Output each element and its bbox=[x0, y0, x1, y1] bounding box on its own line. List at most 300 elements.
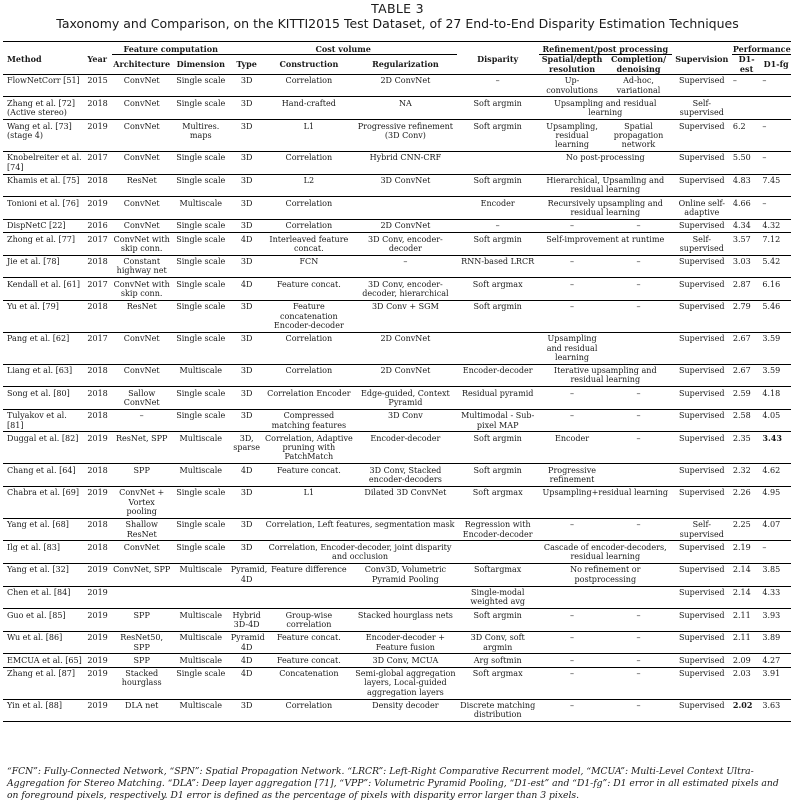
d1-est-cell: 2.09 bbox=[732, 654, 762, 667]
header-dimension: Dimension bbox=[172, 55, 230, 75]
completion-denoising-cell: Spatial propagation network bbox=[605, 120, 671, 152]
architecture-cell: SPP bbox=[112, 464, 172, 487]
d1-fg-cell: 3.89 bbox=[761, 631, 791, 654]
architecture-cell: ConvNet with skip conn. bbox=[112, 233, 172, 256]
header-regularization: Regularization bbox=[354, 55, 456, 75]
year-cell: 2019 bbox=[86, 563, 111, 586]
regularization-cell: Stacked hourglass nets bbox=[354, 609, 456, 632]
regularization-cell: 3D Conv, encoder-decoder bbox=[354, 233, 456, 256]
refinement-cell: Recursively upsampling and residual learning bbox=[539, 197, 672, 220]
d1-fg-cell: 3.43 bbox=[761, 432, 791, 464]
supervision-cell: Supervised bbox=[672, 486, 732, 518]
type-cell bbox=[230, 586, 264, 609]
d1-est-cell: 5.50 bbox=[732, 151, 762, 174]
architecture-cell: ConvNet bbox=[112, 74, 172, 97]
table-row bbox=[3, 409, 791, 432]
supervision-cell: Supervised bbox=[672, 120, 732, 152]
supervision-cell: Supervised bbox=[672, 541, 732, 564]
header-cost-volume: Cost volume bbox=[230, 42, 457, 55]
regularization-cell bbox=[354, 197, 456, 220]
header-feature-computation: Feature computation bbox=[112, 42, 230, 55]
d1-fg-cell: 4.95 bbox=[761, 486, 791, 518]
type-cell: Pyramid, 4D bbox=[230, 563, 264, 586]
supervision-cell: Supervised bbox=[672, 174, 732, 197]
regularization-cell: 2D ConvNet bbox=[354, 364, 456, 387]
table-row bbox=[3, 387, 791, 410]
d1-fg-cell: 7.45 bbox=[761, 174, 791, 197]
construction-cell: Hand-crafted bbox=[264, 97, 355, 120]
table-row bbox=[3, 74, 791, 97]
refinement-cell: No refinement or postprocessing bbox=[539, 563, 672, 586]
method-cell: Khamis et al. [75] bbox=[3, 174, 86, 197]
year-cell: 2018 bbox=[86, 300, 111, 332]
construction-cell: Feature difference bbox=[264, 563, 355, 586]
construction-cell: Correlation bbox=[264, 151, 355, 174]
dimension-cell: Single scale bbox=[172, 97, 230, 120]
method-cell: Yang et al. [32] bbox=[3, 563, 86, 586]
construction-cell: Concatenation bbox=[264, 667, 355, 699]
architecture-cell: ResNet50, SPP bbox=[112, 631, 172, 654]
dimension-cell: Single scale bbox=[172, 219, 230, 232]
construction-cell: Correlation bbox=[264, 364, 355, 387]
d1-est-cell: 2.67 bbox=[732, 332, 762, 364]
year-cell: 2018 bbox=[86, 409, 111, 432]
dimension-cell: Single scale bbox=[172, 409, 230, 432]
construction-cell: Interleaved feature concat. bbox=[264, 233, 355, 256]
regularization-cell: 3D Conv bbox=[354, 409, 456, 432]
dimension-cell: Multiscale bbox=[172, 654, 230, 667]
disparity-cell bbox=[457, 541, 539, 564]
header-architecture: Architecture bbox=[112, 55, 172, 75]
d1-est-cell: 2.14 bbox=[732, 563, 762, 586]
architecture-cell: ConvNet with skip conn. bbox=[112, 278, 172, 301]
d1-est-cell: 2.26 bbox=[732, 486, 762, 518]
supervision-cell: Supervised bbox=[672, 563, 732, 586]
d1-est-cell: 2.11 bbox=[732, 609, 762, 632]
spatial-resolution-cell: – bbox=[539, 609, 605, 632]
supervision-cell: Supervised bbox=[672, 667, 732, 699]
d1-est-cell: 2.32 bbox=[732, 464, 762, 487]
supervision-cell: Supervised bbox=[672, 409, 732, 432]
supervision-cell: Online self-adaptive bbox=[672, 197, 732, 220]
method-cell: Song et al. [80] bbox=[3, 387, 86, 410]
regularization-cell: 3D Conv, MCUA bbox=[354, 654, 456, 667]
method-cell: Yang et al. [68] bbox=[3, 518, 86, 541]
type-cell: 3D bbox=[230, 197, 264, 220]
method-cell: Pang et al. [62] bbox=[3, 332, 86, 364]
method-cell: Guo et al. [85] bbox=[3, 609, 86, 632]
year-cell: 2017 bbox=[86, 332, 111, 364]
disparity-cell bbox=[457, 332, 539, 364]
method-cell: Kendall et al. [61] bbox=[3, 278, 86, 301]
regularization-cell: 2D ConvNet bbox=[354, 219, 456, 232]
completion-denoising-cell bbox=[605, 332, 671, 364]
supervision-cell: Self-supervised bbox=[672, 97, 732, 120]
d1-est-cell: 3.03 bbox=[732, 255, 762, 278]
type-cell: 3D bbox=[230, 97, 264, 120]
architecture-cell: Shallow ResNet bbox=[112, 518, 172, 541]
refinement-cell: Self-improvement at runtime bbox=[539, 233, 672, 256]
construction-cell: Feature concat. bbox=[264, 631, 355, 654]
supervision-cell: Supervised bbox=[672, 609, 732, 632]
table-row bbox=[3, 667, 791, 699]
type-cell: 4D bbox=[230, 654, 264, 667]
d1-fg-cell: 4.05 bbox=[761, 409, 791, 432]
type-cell: 3D bbox=[230, 219, 264, 232]
construction-cell bbox=[264, 586, 355, 609]
spatial-resolution-cell bbox=[539, 586, 605, 609]
table-row bbox=[3, 174, 791, 197]
table-row bbox=[3, 432, 791, 464]
completion-denoising-cell: – bbox=[605, 667, 671, 699]
completion-denoising-cell: – bbox=[605, 255, 671, 278]
d1-fg-cell: 3.85 bbox=[761, 563, 791, 586]
d1-est-cell: 4.34 bbox=[732, 219, 762, 232]
method-cell: Zhang et al. [87] bbox=[3, 667, 86, 699]
supervision-cell: Supervised bbox=[672, 278, 732, 301]
disparity-cell: Regression with Encoder-decoder bbox=[457, 518, 539, 541]
supervision-cell: Supervised bbox=[672, 219, 732, 232]
spatial-resolution-cell: – bbox=[539, 667, 605, 699]
dimension-cell: Single scale bbox=[172, 518, 230, 541]
spatial-resolution-cell: – bbox=[539, 409, 605, 432]
d1-est-cell: 2.67 bbox=[732, 364, 762, 387]
dimension-cell: Single scale bbox=[172, 174, 230, 197]
type-cell: Hybrid 3D-4D bbox=[230, 609, 264, 632]
d1-est-cell: 2.19 bbox=[732, 541, 762, 564]
regularization-cell: Encoder-decoder bbox=[354, 432, 456, 464]
dimension-cell: Multiscale bbox=[172, 563, 230, 586]
spatial-resolution-cell: – bbox=[539, 278, 605, 301]
supervision-cell: Supervised bbox=[672, 151, 732, 174]
method-cell: Ilg et al. [83] bbox=[3, 541, 86, 564]
architecture-cell: ResNet bbox=[112, 300, 172, 332]
dimension-cell bbox=[172, 586, 230, 609]
refinement-cell: Iterative upsampling and residual learning bbox=[539, 364, 672, 387]
completion-denoising-cell bbox=[605, 586, 671, 609]
regularization-cell: Semi-global aggregation layers, Local-guided aggregation layers bbox=[354, 667, 456, 699]
architecture-cell: DLA net bbox=[112, 699, 172, 722]
construction-cell: Correlation Encoder bbox=[264, 387, 355, 410]
construction-cell: L1 bbox=[264, 120, 355, 152]
method-cell: FlowNetCorr [51] bbox=[3, 74, 86, 97]
d1-fg-cell: – bbox=[761, 151, 791, 174]
dimension-cell: Multiscale bbox=[172, 464, 230, 487]
architecture-cell: SPP bbox=[112, 609, 172, 632]
d1-fg-cell: 4.33 bbox=[761, 586, 791, 609]
table-row bbox=[3, 586, 791, 609]
supervision-cell: Supervised bbox=[672, 74, 732, 97]
architecture-cell: Stacked hourglass bbox=[112, 667, 172, 699]
type-cell: 3D bbox=[230, 120, 264, 152]
disparity-cell: Soft argmin bbox=[457, 609, 539, 632]
completion-denoising-cell: – bbox=[605, 518, 671, 541]
d1-fg-cell: 4.07 bbox=[761, 518, 791, 541]
table-body bbox=[3, 74, 791, 721]
year-cell: 2019 bbox=[86, 586, 111, 609]
d1-est-cell bbox=[732, 97, 762, 120]
disparity-cell: Multimodal - Sub-pixel MAP bbox=[457, 409, 539, 432]
table-row bbox=[3, 255, 791, 278]
d1-fg-cell: 3.63 bbox=[761, 699, 791, 722]
disparity-cell: – bbox=[457, 219, 539, 232]
spatial-resolution-cell: Upsampling and residual learning bbox=[539, 332, 605, 364]
d1-est-cell: 2.11 bbox=[732, 631, 762, 654]
comparison-table bbox=[3, 41, 791, 722]
year-cell: 2018 bbox=[86, 174, 111, 197]
architecture-cell: ResNet, SPP bbox=[112, 432, 172, 464]
supervision-cell: Supervised bbox=[672, 464, 732, 487]
year-cell: 2019 bbox=[86, 197, 111, 220]
dimension-cell: Single scale bbox=[172, 74, 230, 97]
architecture-cell: ConvNet bbox=[112, 120, 172, 152]
d1-fg-cell: 4.32 bbox=[761, 219, 791, 232]
method-cell: Knobelreiter et al. [74] bbox=[3, 151, 86, 174]
header-year: Year bbox=[86, 42, 111, 75]
table-row bbox=[3, 233, 791, 256]
regularization-cell: NA bbox=[354, 97, 456, 120]
regularization-cell: Dilated 3D ConvNet bbox=[354, 486, 456, 518]
construction-cell: Correlation bbox=[264, 219, 355, 232]
construction-cell: Correlation bbox=[264, 74, 355, 97]
disparity-cell: Softargmax bbox=[457, 563, 539, 586]
regularization-cell: Edge-guided, Context Pyramid bbox=[354, 387, 456, 410]
year-cell: 2018 bbox=[86, 255, 111, 278]
architecture-cell: ConvNet bbox=[112, 97, 172, 120]
dimension-cell: Multiscale bbox=[172, 631, 230, 654]
disparity-cell: Soft argmin bbox=[457, 233, 539, 256]
disparity-cell: RNN-based LRCR bbox=[457, 255, 539, 278]
year-cell: 2018 bbox=[86, 387, 111, 410]
construction-cell: Correlation bbox=[264, 332, 355, 364]
regularization-cell: Hybrid CNN-CRF bbox=[354, 151, 456, 174]
type-cell: 4D bbox=[230, 278, 264, 301]
dimension-cell: Single scale bbox=[172, 255, 230, 278]
d1-fg-cell: 4.27 bbox=[761, 654, 791, 667]
architecture-cell: ConvNet bbox=[112, 364, 172, 387]
type-cell: 3D bbox=[230, 541, 264, 564]
spatial-resolution-cell: – bbox=[539, 631, 605, 654]
table-row bbox=[3, 300, 791, 332]
construction-cell: Group-wise correlation bbox=[264, 609, 355, 632]
completion-denoising-cell: – bbox=[605, 300, 671, 332]
year-cell: 2018 bbox=[86, 364, 111, 387]
architecture-cell: ConvNet bbox=[112, 151, 172, 174]
disparity-cell: Encoder-decoder bbox=[457, 364, 539, 387]
method-cell: Chen et al. [84] bbox=[3, 586, 86, 609]
completion-denoising-cell bbox=[605, 464, 671, 487]
dimension-cell: Multiscale bbox=[172, 432, 230, 464]
regularization-cell: 3D ConvNet bbox=[354, 174, 456, 197]
dimension-cell: Single scale bbox=[172, 541, 230, 564]
refinement-cell: Cascade of encoder-decoders, residual learning bbox=[539, 541, 672, 564]
d1-est-cell: 2.35 bbox=[732, 432, 762, 464]
table-label: TABLE 3 bbox=[371, 1, 424, 16]
table-title: Taxonomy and Comparison, on the KITTI2015 Test Dataset, of 27 End-to-End Disparity Estimation Techniques bbox=[56, 16, 739, 31]
table-row bbox=[3, 631, 791, 654]
dimension-cell: Single scale bbox=[172, 667, 230, 699]
table-row bbox=[3, 120, 791, 152]
architecture-cell: ConvNet bbox=[112, 219, 172, 232]
construction-cell: Correlation bbox=[264, 699, 355, 722]
supervision-cell: Self-supervised bbox=[672, 233, 732, 256]
type-cell: Pyramid 4D bbox=[230, 631, 264, 654]
disparity-cell: Discrete matching distribution bbox=[457, 699, 539, 722]
type-cell: 3D bbox=[230, 518, 264, 541]
dimension-cell: Multiscale bbox=[172, 699, 230, 722]
architecture-cell: ResNet bbox=[112, 174, 172, 197]
regularization-cell: Encoder-decoder + Feature fusion bbox=[354, 631, 456, 654]
header-supervision: Supervision bbox=[672, 42, 732, 75]
method-cell: Tonioni et al. [76] bbox=[3, 197, 86, 220]
type-cell: 3D bbox=[230, 74, 264, 97]
disparity-cell: Single-modal weighted avg bbox=[457, 586, 539, 609]
construction-cell: Correlation, Adaptive pruning with PatchMatch bbox=[264, 432, 355, 464]
spatial-resolution-cell: – bbox=[539, 219, 605, 232]
table-row bbox=[3, 486, 791, 518]
dimension-cell: Single scale bbox=[172, 233, 230, 256]
table-row bbox=[3, 541, 791, 564]
spatial-resolution-cell: – bbox=[539, 699, 605, 722]
spatial-resolution-cell: Upsampling, residual learning bbox=[539, 120, 605, 152]
disparity-cell: Arg softmin bbox=[457, 654, 539, 667]
refinement-cell: Upsampling+residual learning bbox=[539, 486, 672, 518]
disparity-cell: Soft argmax bbox=[457, 667, 539, 699]
cost-construction-cell: Correlation, Left features, segmentation mask bbox=[264, 518, 457, 541]
header-d1-fg: D1-fg bbox=[761, 55, 791, 75]
supervision-cell: Supervised bbox=[672, 586, 732, 609]
supervision-cell: Supervised bbox=[672, 631, 732, 654]
year-cell: 2019 bbox=[86, 631, 111, 654]
regularization-cell: 3D Conv, encoder-decoder, hierarchical bbox=[354, 278, 456, 301]
spatial-resolution-cell: Up-convolutions bbox=[539, 74, 605, 97]
spatial-resolution-cell: – bbox=[539, 654, 605, 667]
regularization-cell: 2D ConvNet bbox=[354, 332, 456, 364]
d1-est-cell: 6.2 bbox=[732, 120, 762, 152]
dimension-cell: Single scale bbox=[172, 387, 230, 410]
spatial-resolution-cell: – bbox=[539, 518, 605, 541]
d1-fg-cell: 3.59 bbox=[761, 364, 791, 387]
header-disparity: Disparity bbox=[457, 42, 539, 75]
disparity-cell: Soft argmin bbox=[457, 174, 539, 197]
refinement-cell: Upsampling and residual learning bbox=[539, 97, 672, 120]
architecture-cell: ConvNet + Vortex pooling bbox=[112, 486, 172, 518]
dimension-cell: Single scale bbox=[172, 151, 230, 174]
dimension-cell: Single scale bbox=[172, 486, 230, 518]
architecture-cell: Constant highway net bbox=[112, 255, 172, 278]
year-cell: 2019 bbox=[86, 699, 111, 722]
method-cell: Tulyakov et al. [81] bbox=[3, 409, 86, 432]
completion-denoising-cell: – bbox=[605, 387, 671, 410]
construction-cell: Feature concat. bbox=[264, 654, 355, 667]
regularization-cell: Density decoder bbox=[354, 699, 456, 722]
footnote: “FCN”: Fully-Connected Network, “SPN”: Spatial Propagation Network. “LRCR”: Left-Right Comparative Recurrent model, “MCUA”: Multi-Level Context Ultra-Aggregation for Stereo Matching. “DLA”: Deep layer aggregation [71], “VPP”: Volumetric Pyramid Pooling, “D1-est” and “D1-fg”: D1 error in all estimated pixels and on foreground pixels, respectively. D1 error is defined as the percentage of pixels with disparity error larger than 3 pixels. bbox=[7, 766, 779, 801]
method-cell: Zhang et al. [72] (Active stereo) bbox=[3, 97, 86, 120]
disparity-cell bbox=[457, 151, 539, 174]
type-cell: 3D bbox=[230, 255, 264, 278]
d1-fg-cell: 5.46 bbox=[761, 300, 791, 332]
disparity-cell: Soft argmin bbox=[457, 464, 539, 487]
d1-fg-cell: – bbox=[761, 541, 791, 564]
header-refinement: Refinement/post processing bbox=[539, 42, 672, 55]
table-row bbox=[3, 518, 791, 541]
type-cell: 3D bbox=[230, 300, 264, 332]
disparity-cell: Soft argmin bbox=[457, 432, 539, 464]
supervision-cell: Supervised bbox=[672, 332, 732, 364]
type-cell: 3D bbox=[230, 409, 264, 432]
d1-est-cell: 2.25 bbox=[732, 518, 762, 541]
disparity-cell: 3D Conv, soft argmin bbox=[457, 631, 539, 654]
method-cell: Yu et al. [79] bbox=[3, 300, 86, 332]
table-row bbox=[3, 97, 791, 120]
completion-denoising-cell: – bbox=[605, 432, 671, 464]
regularization-cell: 3D Conv + SGM bbox=[354, 300, 456, 332]
method-cell: Yin et al. [88] bbox=[3, 699, 86, 722]
disparity-cell: – bbox=[457, 74, 539, 97]
year-cell: 2017 bbox=[86, 151, 111, 174]
construction-cell: L2 bbox=[264, 174, 355, 197]
header-d1-est: D1-est bbox=[732, 55, 762, 75]
dimension-cell: Single scale bbox=[172, 300, 230, 332]
header-performance: Performance bbox=[732, 42, 791, 55]
construction-cell: Feature concat. bbox=[264, 464, 355, 487]
spatial-resolution-cell: – bbox=[539, 387, 605, 410]
d1-fg-cell: – bbox=[761, 120, 791, 152]
header-method: Method bbox=[3, 42, 86, 75]
disparity-cell: Encoder bbox=[457, 197, 539, 220]
d1-est-cell: – bbox=[732, 74, 762, 97]
d1-est-cell: 4.66 bbox=[732, 197, 762, 220]
completion-denoising-cell: – bbox=[605, 654, 671, 667]
architecture-cell: ConvNet bbox=[112, 541, 172, 564]
construction-cell: L1 bbox=[264, 486, 355, 518]
disparity-cell: Soft argmin bbox=[457, 300, 539, 332]
table-row bbox=[3, 563, 791, 586]
d1-fg-cell: 3.93 bbox=[761, 609, 791, 632]
construction-cell: FCN bbox=[264, 255, 355, 278]
supervision-cell: Self-supervised bbox=[672, 518, 732, 541]
year-cell: 2018 bbox=[86, 541, 111, 564]
method-cell: Zhong et al. [77] bbox=[3, 233, 86, 256]
refinement-cell: Hierarchical, Upsamling and residual learning bbox=[539, 174, 672, 197]
regularization-cell bbox=[354, 586, 456, 609]
regularization-cell: Conv3D, Volumetric Pyramid Pooling bbox=[354, 563, 456, 586]
completion-denoising-cell: – bbox=[605, 609, 671, 632]
regularization-cell: 2D ConvNet bbox=[354, 74, 456, 97]
method-cell: Duggal et al. [82] bbox=[3, 432, 86, 464]
year-cell: 2019 bbox=[86, 486, 111, 518]
table-row bbox=[3, 609, 791, 632]
year-cell: 2019 bbox=[86, 609, 111, 632]
dimension-cell: Multiscale bbox=[172, 197, 230, 220]
method-cell: Chabra et al. [69] bbox=[3, 486, 86, 518]
type-cell: 3D bbox=[230, 174, 264, 197]
dimension-cell: Multiscale bbox=[172, 364, 230, 387]
table-row bbox=[3, 197, 791, 220]
d1-fg-cell: – bbox=[761, 197, 791, 220]
completion-denoising-cell: – bbox=[605, 219, 671, 232]
construction-cell: Feature concat. bbox=[264, 278, 355, 301]
table-row bbox=[3, 219, 791, 232]
table-row bbox=[3, 151, 791, 174]
d1-est-cell: 2.02 bbox=[732, 699, 762, 722]
disparity-cell: Soft argmin bbox=[457, 120, 539, 152]
type-cell: 3D bbox=[230, 151, 264, 174]
method-cell: DispNetC [22] bbox=[3, 219, 86, 232]
architecture-cell bbox=[112, 586, 172, 609]
type-cell: 3D bbox=[230, 699, 264, 722]
supervision-cell: Supervised bbox=[672, 364, 732, 387]
